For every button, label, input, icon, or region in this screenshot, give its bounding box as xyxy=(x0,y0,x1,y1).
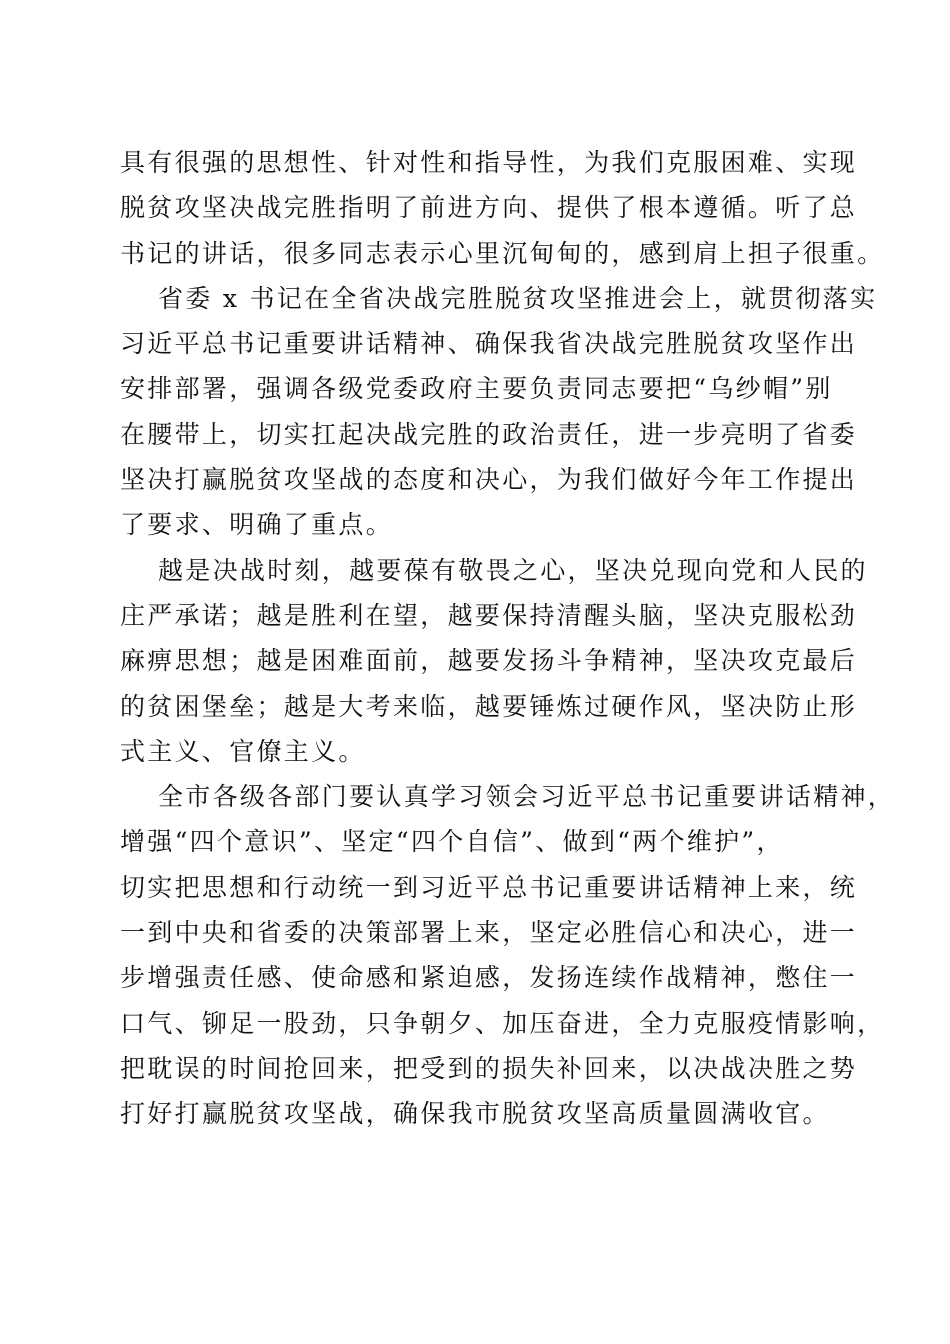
text-line: 了要求、明确了重点。 xyxy=(120,510,394,540)
text-line: 具有很强的思想性、针对性和指导性，为我们克服困难、实现 xyxy=(120,148,858,177)
text-line: 习近平总书记重要讲话精神、确保我省决战完胜脱贫攻坚作出 xyxy=(120,329,858,359)
text-line: 书记的讲话，很多同志表示心里沉甸甸的，感到肩上担子很重。 xyxy=(120,238,885,268)
text-line: 坚决打赢脱贫攻坚战的态度和决心，为我们做好今年工作提出 xyxy=(120,465,858,495)
text-line: 口气、铆足一股劲，只争朝夕、加压奋进，全力克服疫情影响， xyxy=(120,1008,885,1038)
text-line: 一到中央和省委的决策部署上来，坚定必胜信心和决心，进一 xyxy=(120,918,858,948)
text-line: 省委 x 书记在全省决战完胜脱贫攻坚推进会上，就贯彻落实 xyxy=(158,283,878,313)
paragraph-2 xyxy=(120,276,878,548)
text-line: 步增强责任感、使命感和紧迫感，发扬连续作战精神，憋住一 xyxy=(120,963,858,993)
text-line: 打好打赢脱贫攻坚战，确保我市脱贫攻坚高质量圆满收官。 xyxy=(120,1099,830,1129)
document-body xyxy=(120,140,896,1137)
text-line: 在腰带上，切实扛起决战完胜的政治责任，进一步亮明了省委 xyxy=(120,419,858,449)
text-line: 式主义、官僚主义。 xyxy=(120,736,366,766)
text-line: 安排部署，强调各级党委政府主要负责同志要把“乌纱帽”别 xyxy=(120,374,833,404)
paragraph-1 xyxy=(120,140,885,276)
paragraph-3 xyxy=(120,548,868,774)
text-line: 庄严承诺；越是胜利在望，越要保持清醒头脑，坚决克服松劲 xyxy=(120,600,858,630)
text-line: 把耽误的时间抢回来，把受到的损失补回来，以决战决胜之势 xyxy=(120,1053,858,1083)
paragraph-4 xyxy=(120,774,896,1136)
text-line: 麻痹思想；越是困难面前，越要发扬斗争精神，坚决攻克最后 xyxy=(120,646,858,676)
text-line: 增强“四个意识”、坚定“四个自信”、做到“两个维护”， xyxy=(120,827,784,857)
text-line: 越是决战时刻，越要葆有敬畏之心，坚决兑现向党和人民的 xyxy=(158,555,868,585)
text-line: 全市各级各部门要认真学习领会习近平总书记重要讲话精神， xyxy=(158,782,896,812)
text-line: 脱贫攻坚决战完胜指明了前进方向、提供了根本遵循。听了总 xyxy=(120,193,858,223)
text-line: 的贫困堡垒；越是大考来临，越要锤炼过硬作风，坚决防止形 xyxy=(120,691,858,721)
text-line: 切实把思想和行动统一到习近平总书记重要讲话精神上来，统 xyxy=(120,872,858,902)
